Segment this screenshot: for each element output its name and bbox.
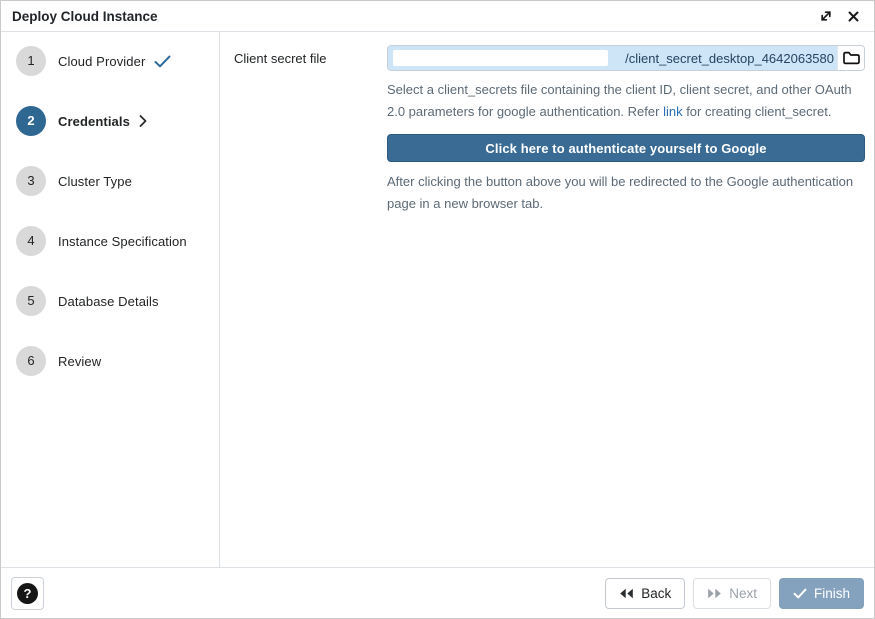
- client-secret-help-text: Select a client_secrets file containing the client ID, client secret, and other OAuth 2.0 parameters for google authentication. Refer link for creating client_secret.: [387, 82, 852, 119]
- step-number-badge: 4: [16, 226, 46, 256]
- step-label: Credentials: [58, 113, 130, 129]
- step-number-badge: 3: [16, 166, 46, 196]
- file-input-unselected-area: [393, 50, 608, 66]
- step-number-badge: 5: [16, 286, 46, 316]
- close-icon[interactable]: [845, 8, 862, 25]
- step-label: Review: [58, 353, 102, 369]
- dialog-titlebar: [1, 1, 874, 32]
- redirect-note: After clicking the button above you will be redirected to the Google authentication page in a new browser tab.: [387, 174, 854, 211]
- client-secret-file-input[interactable]: [388, 46, 837, 70]
- back-label: Back: [641, 585, 672, 601]
- finish-label: Finish: [813, 585, 850, 601]
- step-label: Cloud Provider: [58, 53, 146, 69]
- step-credentials[interactable]: [16, 106, 219, 136]
- help-button[interactable]: [11, 577, 44, 610]
- double-arrow-right-icon: [707, 588, 722, 599]
- credentials-panel: [220, 32, 874, 567]
- step-review[interactable]: [16, 346, 219, 376]
- step-number-badge: 2: [16, 106, 46, 136]
- client-secret-file-group: [387, 45, 865, 71]
- client-secret-file-label: Client secret file: [234, 51, 327, 66]
- next-button[interactable]: [693, 578, 771, 609]
- browse-file-button[interactable]: [837, 46, 864, 70]
- step-number-badge: 6: [16, 346, 46, 376]
- step-instance-specification[interactable]: [16, 226, 219, 256]
- folder-icon: [842, 50, 861, 66]
- check-icon: [793, 588, 807, 599]
- double-arrow-left-icon: [619, 588, 634, 599]
- next-label: Next: [729, 585, 757, 601]
- dialog-body: [1, 32, 874, 567]
- step-label: Instance Specification: [58, 233, 187, 249]
- question-icon: ?: [17, 583, 38, 604]
- step-cluster-type[interactable]: [16, 166, 219, 196]
- finish-button[interactable]: [779, 578, 864, 609]
- step-database-details[interactable]: [16, 286, 219, 316]
- chevron-right-icon: [139, 115, 147, 127]
- client-secret-link[interactable]: link: [663, 104, 683, 119]
- wizard-step-list: [1, 32, 220, 567]
- maximize-icon[interactable]: [817, 7, 835, 25]
- step-label: Cluster Type: [58, 173, 132, 189]
- step-number-badge: 1: [16, 46, 46, 76]
- file-input-value: /client_secret_desktop_4642063580: [625, 50, 834, 66]
- dialog-footer: [1, 567, 874, 618]
- check-icon: [154, 55, 171, 68]
- google-auth-button[interactable]: Click here to authenticate yourself to Google: [387, 134, 865, 162]
- step-cloud-provider[interactable]: [16, 46, 219, 76]
- footer-actions: [605, 578, 864, 609]
- step-label: Database Details: [58, 293, 159, 309]
- titlebar-controls: [817, 7, 862, 25]
- back-button[interactable]: [605, 578, 685, 609]
- dialog-title: Deploy Cloud Instance: [12, 8, 158, 24]
